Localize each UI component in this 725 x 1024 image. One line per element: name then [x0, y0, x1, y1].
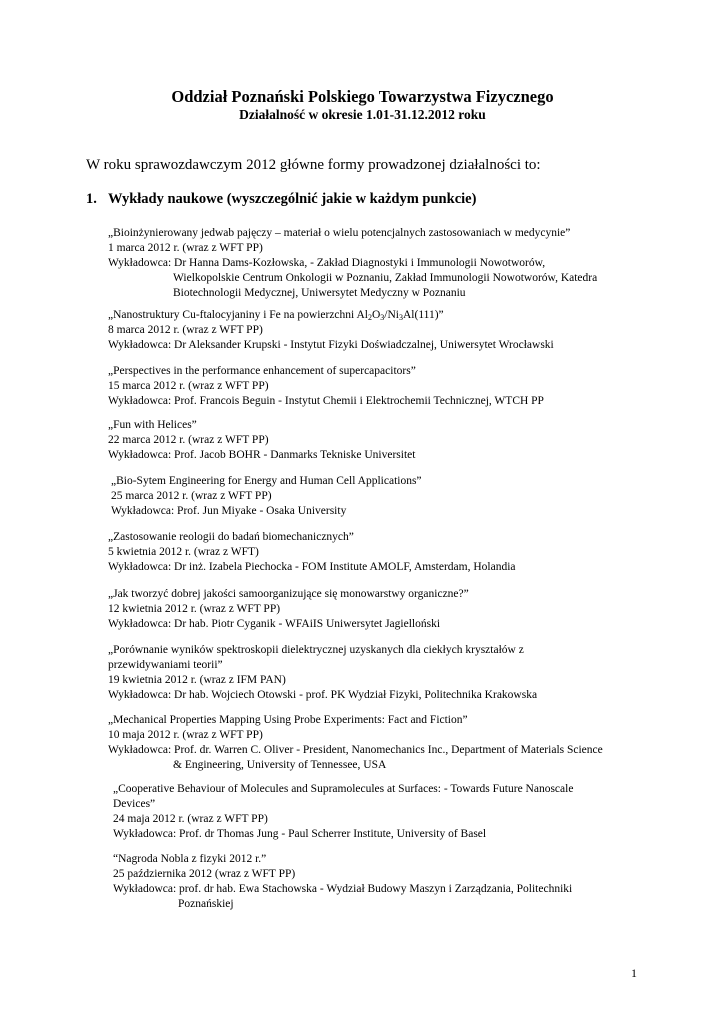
lecture-lecturer: Wykładowca: Dr hab. Piotr Cyganik - WFAiIS Uniwersytet Jagielloński — [108, 618, 441, 630]
lecture-title: „Fun with Helices” — [108, 419, 197, 431]
lecture-lecturer-cont: Wielkopolskie Centrum Onkologii w Poznaniu, Zakład Immunologii Nowotworów, Katedra — [173, 272, 598, 284]
lecture-lecturer: Wykładowca: Dr inż. Izabela Piechocka - FOM Institute AMOLF, Amsterdam, Holandia — [108, 561, 516, 573]
lecture-item — [108, 530, 516, 575]
lecture-lecturer: Wykładowca: prof. dr hab. Ewa Stachowska - Wydział Budowy Maszyn i Zarządzania, Politechniki — [113, 883, 573, 895]
lecture-title: „Nanostruktury Cu-ftalocyjaniny i Fe na powierzchni $Al_2O_3/Ni_3Al(111)$” — [108, 309, 444, 322]
lecture-date: 1 marca 2012 r. (wraz z WFT PP) — [108, 242, 263, 254]
lecture-date: 10 maja 2012 r. (wraz z WFT PP) — [108, 729, 263, 741]
lecture-item — [108, 713, 603, 773]
lecture-lecturer: Wykładowca: Prof. Jun Miyake - Osaka University — [111, 505, 347, 517]
lecture-date: 5 kwietnia 2012 r. (wraz z WFT) — [108, 546, 259, 558]
section-title: Wykłady naukowe (wyszczególnić jakie w każdym punkcie) — [108, 191, 477, 207]
lecture-date: 25 marca 2012 r. (wraz z WFT PP) — [111, 490, 272, 502]
lecture-lecturer: Wykładowca: Prof. Jacob BOHR - Danmarks Tekniske Universitet — [108, 449, 416, 461]
lecture-lecturer: Wykładowca: Prof. Francois Beguin - Instytut Chemii i Elektrochemii Technicznej, WTCH PP — [108, 395, 544, 407]
lecture-date: 8 marca 2012 r. (wraz z WFT PP) — [108, 324, 263, 336]
lecture-lecturer: Wykładowca: Prof. dr. Warren C. Oliver - President, Nanomechanics Inc., Department of Materials Science — [108, 744, 603, 756]
lecture-date: 22 marca 2012 r. (wraz z WFT PP) — [108, 434, 269, 446]
lecture-lecturer: Wykładowca: Dr hab. Wojciech Otowski - prof. PK Wydział Fizyki, Politechnika Krakowska — [108, 689, 538, 701]
lecture-lecturer: Wykładowca: Prof. dr Thomas Jung - Paul Scherrer Institute, University of Basel — [113, 828, 487, 840]
lecture-item — [113, 852, 572, 912]
lecture-title: „Zastosowanie reologii do badań biomechanicznych” — [108, 531, 354, 543]
lecture-date: 25 października 2012 (wraz z WFT PP) — [113, 868, 296, 880]
lecture-title: „Jak tworzyć dobrej jakości samoorganizujące się monowarstwy organiczne?” — [108, 588, 469, 600]
lecture-title-cont: Devices” — [113, 798, 156, 810]
lecture-lecturer: Wykładowca: Dr Aleksander Krupski - Instytut Fizyki Doświadczalnej, Uniwersytet Wrocławski — [108, 339, 554, 351]
section-number: 1. — [86, 191, 97, 207]
lecture-title: „Bio-Sytem Engineering for Energy and Human Cell Applications” — [111, 475, 422, 487]
lecture-item — [108, 418, 415, 463]
lecture-item — [108, 226, 597, 301]
lecture-item — [108, 364, 544, 409]
page-number: 1 — [631, 966, 637, 980]
lecture-item — [108, 643, 537, 703]
lecture-date: 12 kwietnia 2012 r. (wraz z WFT PP) — [108, 603, 281, 615]
lecture-title-cont: przewidywaniami teorii” — [108, 659, 223, 671]
lecture-title: „Bioinżynierowany jedwab pajęczy – materiał o wielu potencjalnych zastosowaniach w medycynie” — [108, 227, 571, 239]
lecture-item — [108, 587, 469, 632]
lecture-lecturer: Wykładowca: Dr Hanna Dams-Kozłowska, - Zakład Diagnostyki i Immunologii Nowotworów, — [108, 257, 546, 269]
lecture-item — [108, 308, 554, 353]
lecture-date: 19 kwietnia 2012 r. (wraz z IFM PAN) — [108, 674, 286, 686]
lecture-title: „Cooperative Behaviour of Molecules and Supramolecules at Surfaces: - Towards Future Nanoscale — [113, 783, 574, 795]
lecture-item — [111, 474, 422, 519]
lecture-lecturer-cont: & Engineering, University of Tennessee, USA — [173, 759, 387, 771]
lecture-title: „Porównanie wyników spektroskopii dielektrycznej uzyskanych dla ciekłych kryształów z — [108, 644, 524, 656]
lecture-title: „Mechanical Properties Mapping Using Probe Experiments: Fact and Fiction” — [108, 714, 468, 726]
lecture-lecturer-cont: Biotechnologii Medycznej, Uniwersytet Medyczny w Poznaniu — [173, 287, 466, 299]
lecture-title: “Nagroda Nobla z fizyki 2012 r.” — [113, 853, 267, 865]
lecture-date: 24 maja 2012 r. (wraz z WFT PP) — [113, 813, 268, 825]
page-title: Oddział Poznański Polskiego Towarzystwa Fizycznego — [171, 87, 554, 106]
lecture-title: „Perspectives in the performance enhancement of supercapacitors” — [108, 365, 416, 377]
section-heading — [86, 191, 476, 208]
lecture-date: 15 marca 2012 r. (wraz z WFT PP) — [108, 380, 269, 392]
intro-text: W roku sprawozdawczym 2012 główne formy prowadzonej działalności to: — [86, 157, 541, 173]
lecture-item — [113, 782, 573, 842]
lecture-lecturer-cont: Poznańskiej — [178, 898, 234, 910]
page-subtitle: Działalność w okresie 1.01-31.12.2012 roku — [239, 107, 486, 122]
